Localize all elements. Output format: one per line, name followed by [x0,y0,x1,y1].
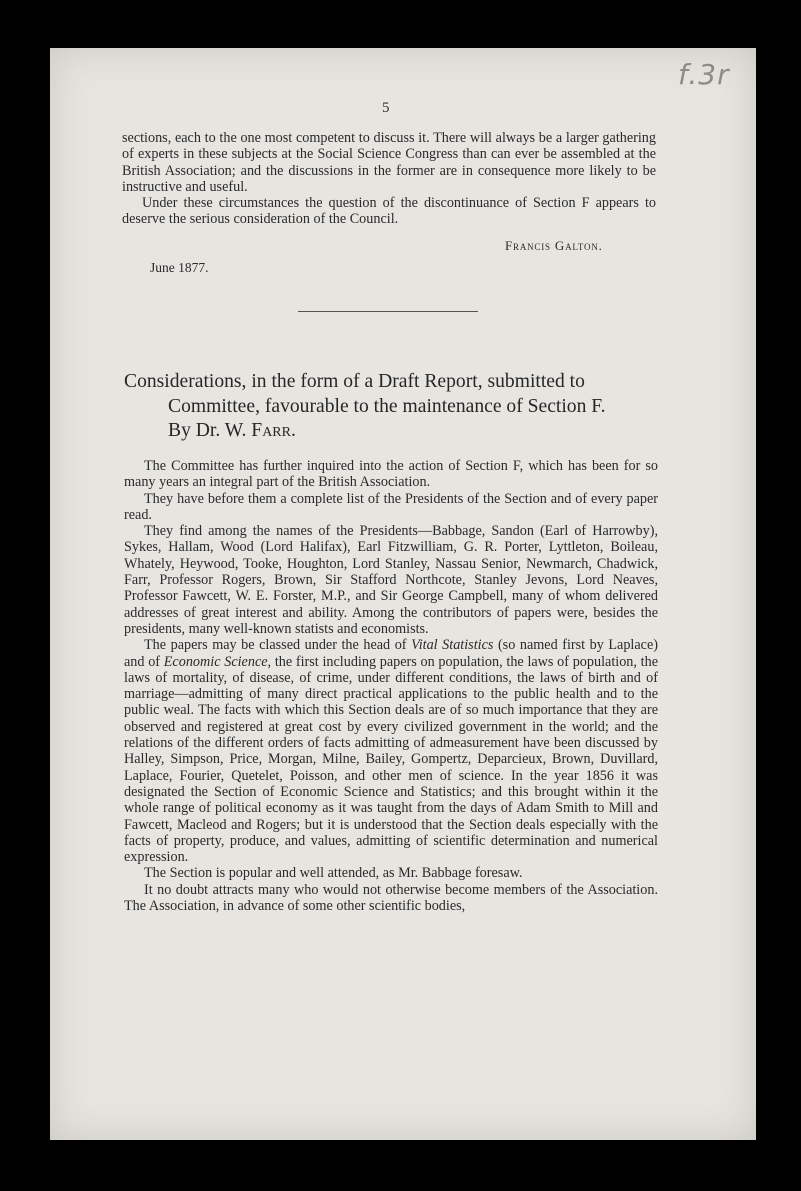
paragraph: sections, each to the one most competent to discuss it. There will always be a larger gathering of experts in these subjects at the Social Science Congress than can ever be assembled at the British Association; and the discussions in the former are in consequence more likely to be instructive and useful. [122,130,656,195]
text-span: the first including papers on population, the laws of population, the laws of mortality, of disease, of crime, under different conditions, the laws of birth and of marriage—admitting of many direct practical applications to the public health and to the public weal. The facts with which this Section deals are of so much importance that they are observed and registered at great cost by every civilized government in the world; and the relations of the different orders of facts admitting of admeasurement have been discussed by Halley, Simpson, Price, Morgan, Milne, Bailey, Gompertz, Deparcieux, Brown, Duvillard, Laplace, Fourier, Quetelet, Poisson, and other men of science. In the year 1856 it was designated the Section of Economic Science and Statistics; and this brought within it the whole range of political economy as it was taught from the days of Adam Smith to Mill and Fawcett, Macleod and Rogers; but it is understood that the Section deals especially with the facts of property, produce, and values, admitting of scientific determination and numerical expression. [124,653,659,866]
top-text-block [122,130,656,228]
italic-term: Economic Science, [163,653,272,670]
title-line-1: Considerations, in the form of a Draft Report, submitted to [124,371,585,392]
main-text-block [124,458,658,914]
section-title [124,370,664,444]
title-line-3-prefix: By Dr. W. [168,420,252,441]
text-span: (so named first by Laplace) and of [124,637,658,670]
signature: Francis Galton. [505,238,603,253]
paragraph: The Section is popular and well attended, as Mr. Babbage foresaw. [144,865,523,882]
divider [298,311,478,312]
paragraph: It no doubt attracts many who would not otherwise become members of the Association. The Association, in advance of some other scientific bodies, [124,881,658,915]
title-line-3 [124,419,664,444]
paragraph: They find among the names of the Presidents—Babbage, Sandon (Earl of Harrowby), Sykes, Hallam, Wood (Lord Halifax), Earl Fitzwilliam, G. R. Porter, Lyttleton, Boileau, Whately, Heywood, Tooke, Houghton, Lord Stanley, Nassau Senior, Newmarch, Chadwick, Farr, Professor Rogers, Brown, Sir Stafford Northcote, Stanley Jevons, Lord Neaves, Professor Fawcett, W. E. Forster, M.P., and Sir George Campbell, many of whom delivered addresses of great interest and ability. Among the contributors of papers were, besides the presidents, many well-known statists and economists. [124,523,658,637]
text-span: The papers may be classed under the head of [144,637,412,654]
page-number: 5 [382,100,390,116]
paragraph: Under these circumstances the question of the discontinuance of Section F appears to deserve the serious consideration of the Council. [122,195,656,228]
italic-term: Vital Statistics [411,637,494,654]
paragraph: They have before them a complete list of the Presidents of the Section and of every paper read. [124,490,658,523]
handwritten-folio-note: f.3r [678,58,730,91]
title-author: Farr. [251,420,296,441]
paragraph [124,637,658,865]
date: June 1877. [150,260,209,275]
title-line-2: Committee, favourable to the maintenance of Section F. [168,395,606,417]
paragraph: The Committee has further inquired into the action of Section F, which has been for so many years an integral part of the British Association. [124,458,658,491]
